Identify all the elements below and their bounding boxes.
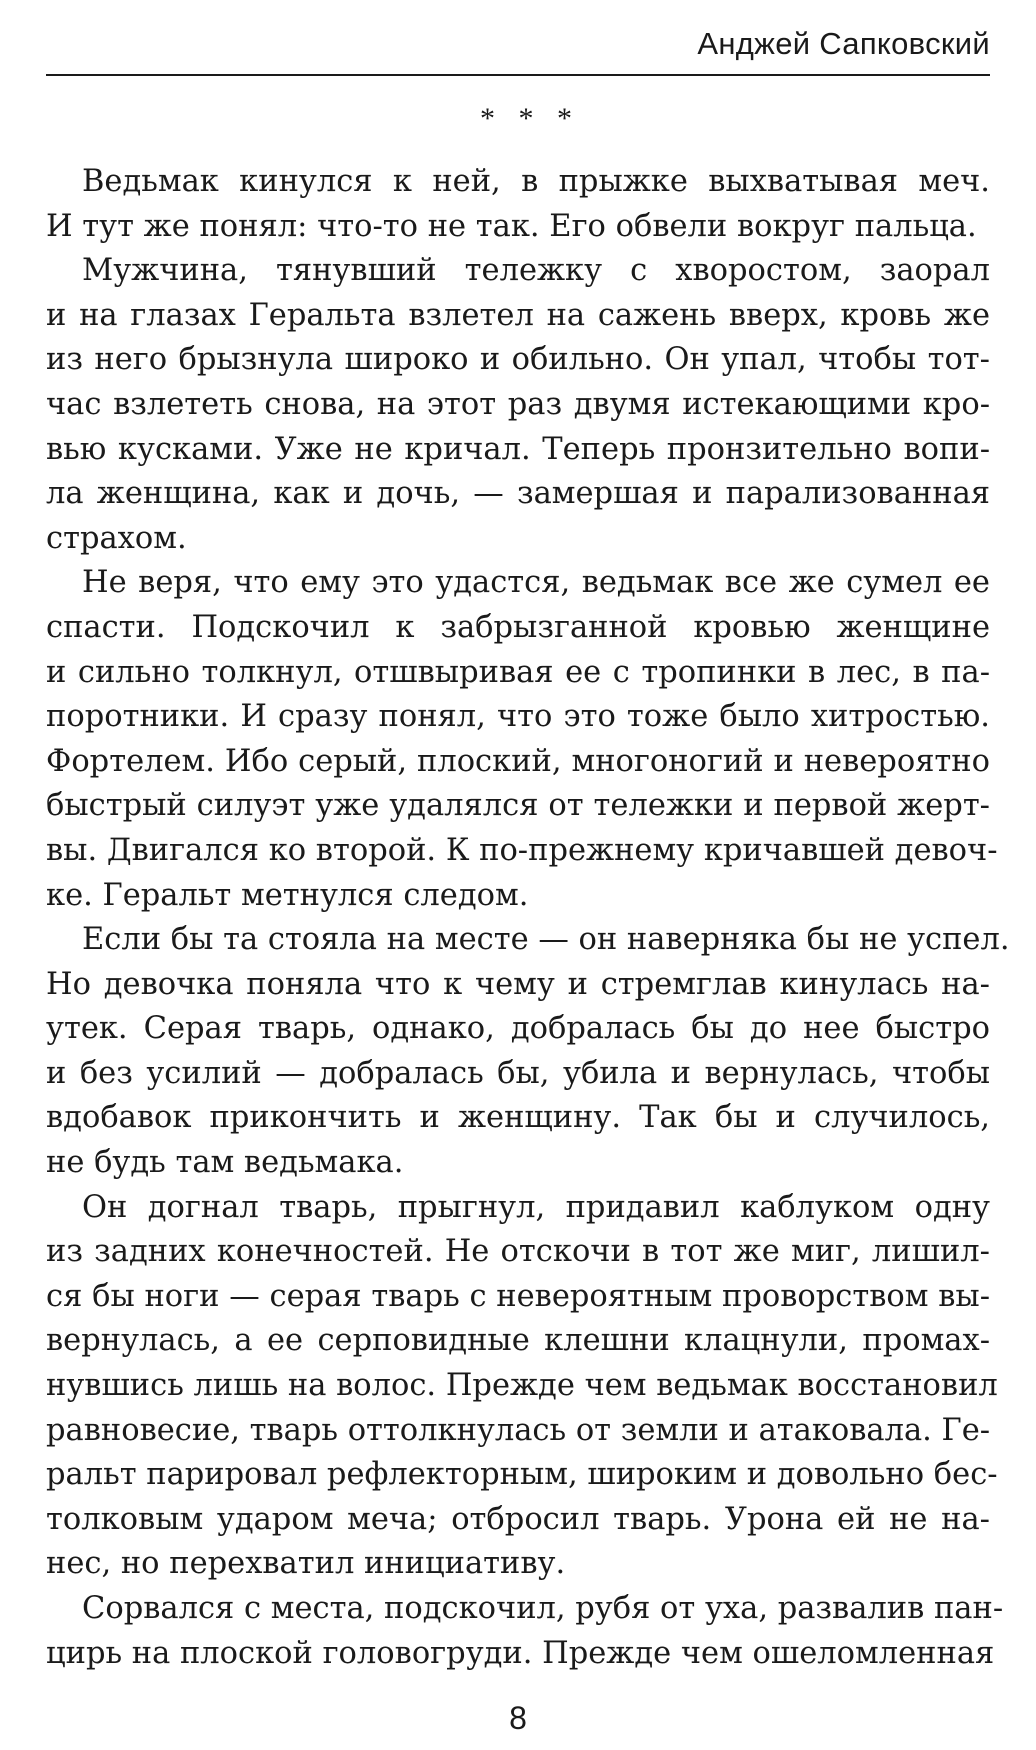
text-line: и на глазах Геральта взлетел на сажень вверх, кровь же: [46, 297, 990, 333]
text-line: спасти. Подскочил к забрызганной кровью женщине: [46, 609, 990, 645]
text-line: вернулась, а ее серповидные клешни клацнули, промах-: [46, 1323, 990, 1359]
paragraph: [46, 918, 1010, 1186]
section-separator: * * *: [480, 102, 580, 135]
text-line: и сильно толкнул, отшвыривая ее с тропинки в лес, в па-: [46, 654, 990, 690]
text-line: Если бы та стояла на месте — он наверняка бы не успел.: [82, 922, 1010, 958]
header-author: Анджей Сапковский: [697, 26, 990, 61]
text-line: вдобавок прикончить и женщину. Так бы и случилось,: [46, 1100, 990, 1136]
text-line: Фортелем. Ибо серый, плоский, многоногий и невероятно: [46, 743, 990, 779]
text-line: час взлететь снова, на этот раз двумя истекающими кро-: [46, 386, 990, 422]
text-line: из задних конечностей. Не отскочи в тот же миг, лишил-: [46, 1234, 990, 1270]
page-number: 8: [509, 1700, 527, 1736]
text-line: вы. Двигался ко второй. К по-прежнему кричавшей девоч-: [46, 832, 998, 868]
paragraph: [46, 1587, 1004, 1676]
text-body: [46, 160, 1010, 1676]
text-line: вью кусками. Уже не кричал. Теперь пронзительно вопи-: [46, 431, 990, 467]
paragraph: [46, 249, 990, 561]
text-line: толковым ударом меча; отбросил тварь. Урона ей не на-: [46, 1501, 990, 1537]
text-line: поротники. И сразу понял, что это тоже было хитростью.: [46, 699, 990, 735]
text-line: не будь там ведьмака.: [46, 1145, 404, 1181]
text-line: и без усилий — добралась бы, убила и вернулась, чтобы: [46, 1055, 990, 1091]
text-line: страхом.: [46, 520, 187, 556]
text-line: Ведьмак кинулся к ней, в прыжке выхватывая меч.: [82, 164, 990, 199]
running-header: [46, 22, 990, 76]
text-line: нувшись лишь на волос. Прежде чем ведьмак восстановил: [46, 1368, 998, 1404]
paragraph: [46, 1186, 998, 1587]
text-line: утек. Серая тварь, однако, добралась бы до нее быстро: [46, 1011, 990, 1047]
paragraph: [46, 561, 998, 918]
text-line: равновесие, тварь оттолкнулась от земли и атаковала. Ге-: [46, 1412, 991, 1448]
text-line: ральт парировал рефлекторным, широким и довольно бес-: [46, 1457, 998, 1493]
text-line: Но девочка поняла что к чему и стремглав кинулась на-: [46, 966, 990, 1002]
text-line: быстрый силуэт уже удалялся от тележки и первой жерт-: [46, 788, 990, 824]
text-line: ся бы ноги — серая тварь с невероятным проворством вы-: [46, 1278, 990, 1314]
text-line: Сорвался с места, подскочил, рубя от уха, развалив пан-: [82, 1591, 1004, 1626]
text-line: цирь на плоской головогруди. Прежде чем ошеломленная: [46, 1635, 995, 1671]
text-line: Он догнал тварь, прыгнул, придавил каблуком одну: [82, 1189, 990, 1225]
text-line: И тут же понял: что-то не так. Его обвели вокруг пальца.: [46, 208, 977, 244]
text-line: ке. Геральт метнулся следом.: [46, 877, 529, 913]
text-line: Не веря, что ему это удастся, ведьмак все же сумел ее: [82, 565, 990, 601]
paragraph: [46, 160, 990, 249]
text-line: ла женщина, как и дочь, — замершая и парализованная: [46, 476, 990, 512]
text-line: Мужчина, тянувший тележку с хворостом, заорал: [82, 253, 990, 289]
text-line: из него брызнула широко и обильно. Он упал, чтобы тот-: [46, 342, 990, 378]
text-line: нес, но перехватил инициативу.: [46, 1546, 566, 1582]
